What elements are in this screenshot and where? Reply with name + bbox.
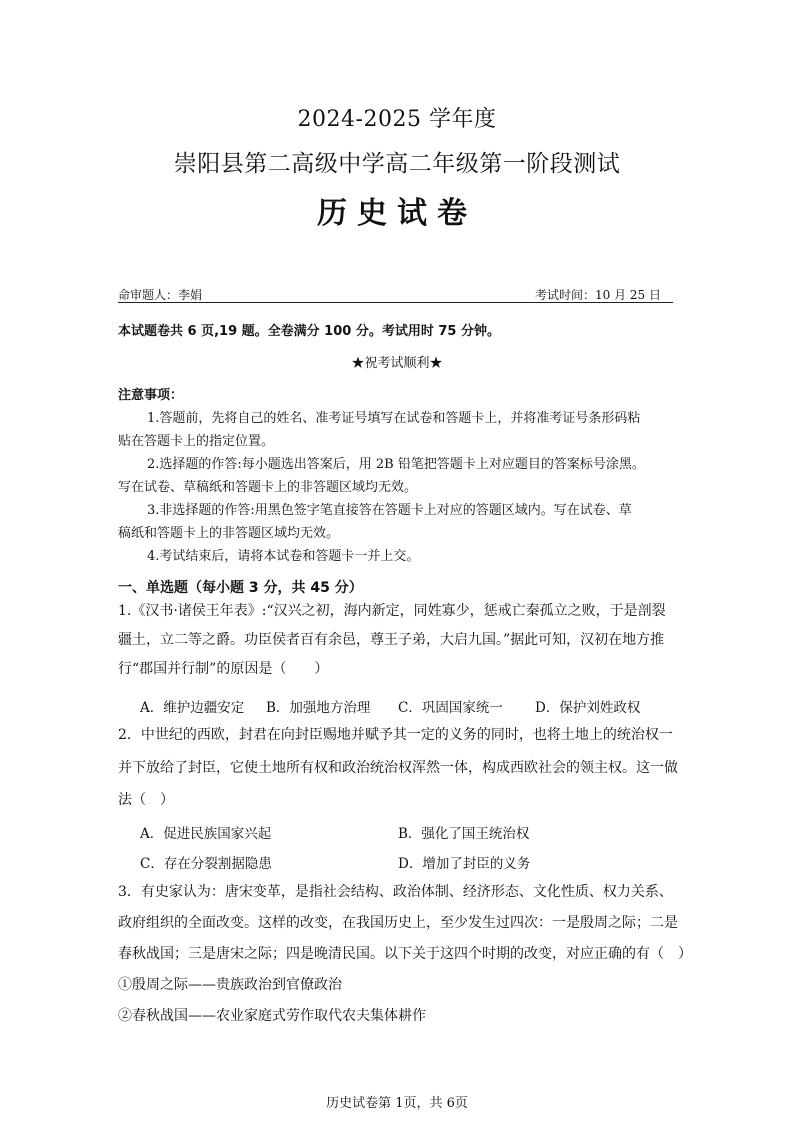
question-1-line: 1.《汉书·诸侯王年表》:“汉兴之初，海内新定，同姓寡少，惩戒亡秦孤立之败，于是剖裂 xyxy=(118,603,666,619)
question-3-statement: ②春秋战国——农业家庭式劳作取代农夫集体耕作 xyxy=(118,1008,426,1024)
exam-summary: 本试题卷共 6 页,19 题。全卷满分 100 分。考试用时 75 分钟。 xyxy=(118,324,500,339)
note-line: 3.非选择题的作答:用黑色签字笔直接答在答题卡上对应的答题区域内。写在试卷、草 xyxy=(147,503,632,518)
exam-name: 崇阳县第二高级中学高二年级第一阶段测试 xyxy=(173,151,621,177)
note-line: 4.考试结束后，请将本试卷和答题卡一并上交。 xyxy=(147,549,420,564)
question-2-line: 2．中世纪的西欧，封君在向封臣赐地并赋予其一定的义务的同时，也将土地上的统治权一 xyxy=(118,727,673,743)
question-2-line: 并下放给了封臣，它使土地所有权和政治统治权浑然一体，构成西欧社会的领主权。这一做 xyxy=(118,760,678,776)
question-3-line: 3．有史家认为：唐宋变革，是指社会结构、政治体制、经济形态、文化性质、权力关系、 xyxy=(118,884,673,900)
question-1-option-c: C．巩固国家统一 xyxy=(398,700,503,716)
note-line: 稿纸和答题卡上的非答题区域均无效。 xyxy=(118,526,340,541)
exam-meta-line xyxy=(118,286,673,303)
note-line: 贴在答题卡上的指定位置。 xyxy=(118,434,275,449)
note-line: 1.答题前，先将自己的姓名、准考证号填写在试卷和答题卡上，并将准考证号条形码粘 xyxy=(147,411,641,426)
exam-year: 2024-2025 学年度 xyxy=(297,107,497,132)
question-2-option-b: B．强化了国王统治权 xyxy=(398,826,530,842)
exam-date: 考试时间：10 月 25 日 xyxy=(535,288,661,302)
question-3-line: 政府组织的全面改变。这样的改变，在我国历史上，至少发生过四次：一是殷周之际；二是 xyxy=(118,915,678,931)
question-3-line: 春秋战国；三是唐宋之际；四是晚清民国。以下关于这四个时期的改变，对应正确的有（ ） xyxy=(118,946,692,962)
note-line: 写在试卷、草稿纸和答题卡上的非答题区域均无效。 xyxy=(118,480,418,495)
question-1-option-a: A．维护边疆安定 xyxy=(140,700,245,716)
question-setter: 命审题人：李娟 xyxy=(118,288,203,302)
question-2-option-d: D．增加了封臣的义务 xyxy=(398,856,531,872)
question-2-option-c: C．存在分裂割据隐患 xyxy=(140,856,272,872)
question-1-line: 疆土，立二等之爵。功臣侯者百有余邑，尊王子弟，大启九国。”据此可知，汉初在地方推 xyxy=(118,632,665,648)
note-line: 2.选择题的作答:每小题选出答案后，用 2B 铅笔把答题卡上对应题目的答案标号涂黑。 xyxy=(147,457,645,472)
wish-text: ★祝考试顺利★ xyxy=(351,356,443,371)
page-footer: 历史试卷第 1页，共 6页 xyxy=(326,1096,468,1111)
question-2-option-a: A．促进民族国家兴起 xyxy=(140,826,272,842)
question-1-line: 行“郡国并行制”的原因是（ ） xyxy=(118,661,329,677)
notes-title: 注意事项： xyxy=(118,388,184,403)
section-heading: 一、单选题（每小题 3 分，共 45 分） xyxy=(118,580,363,596)
page-title: 历史试卷 xyxy=(317,196,477,231)
question-1-option-b: B．加强地方治理 xyxy=(266,700,371,716)
question-2-line: 法（ ） xyxy=(118,792,174,808)
question-1-option-d: D．保护刘姓政权 xyxy=(535,700,641,716)
question-3-statement: ①殷周之际——贵族政治到官僚政治 xyxy=(118,977,342,993)
